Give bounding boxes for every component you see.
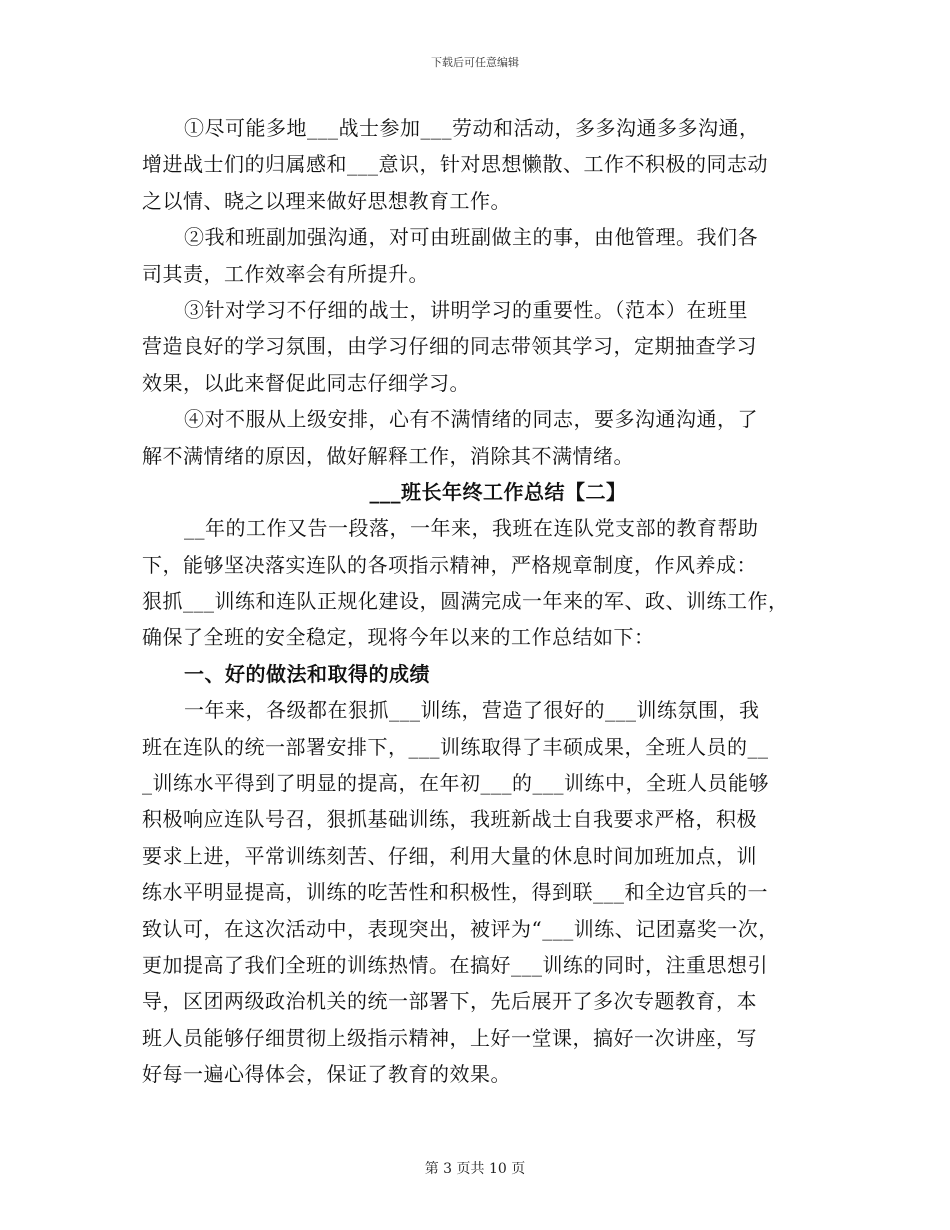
- paragraph-line: 一年来，各级都在狠抓___训练，营造了很好的___训练氛围，我: [184, 698, 760, 723]
- paragraph-line: 积极响应连队号召，狠抓基础训练，我班新战士自我要求严格，积极: [142, 807, 757, 832]
- paragraph-line: 效果，以此来督促此同志仔细学习。: [142, 370, 470, 395]
- paragraph-line: ④对不服从上级安排，心有不满情绪的同志，要多沟通沟通，了: [184, 407, 758, 432]
- paragraph-line: 导，区团两级政治机关的统一部署下，先后展开了多次专题教育，本: [142, 989, 757, 1014]
- section-title: ___班长年终工作总结【二】: [369, 479, 627, 504]
- page-header: 下载后可任意编辑: [431, 56, 519, 69]
- paragraph-line: 营造良好的学习氛围，由学习仔细的同志带领其学习，定期抽查学习: [142, 334, 757, 359]
- paragraph-line: 致认可，在这次活动中，表现突出，被评为“___训练、记团嘉奖一次，: [142, 916, 779, 941]
- page-footer: 第 3 页共 10 页: [424, 1161, 526, 1177]
- paragraph-line: 班人员能够仔细贯彻上级指示精神，上好一堂课，搞好一次讲座，写: [142, 1025, 757, 1050]
- paragraph-line: 练水平明显提高，训练的吃苦性和积极性，得到联___和全边官兵的一: [142, 880, 768, 905]
- subsection-heading: 一、好的做法和取得的成绩: [184, 661, 430, 686]
- paragraph-line: _训练水平得到了明显的提高，在年初___的___训练中，全班人员能够: [142, 771, 769, 796]
- paragraph-line: ③针对学习不仔细的战士，讲明学习的重要性。（范本）在班里: [184, 297, 748, 322]
- paragraph-line: 司其责，工作效率会有所提升。: [142, 261, 429, 286]
- paragraph-line: 更加提高了我们全班的训练热情。在搞好___训练的同时，注重思想引: [142, 952, 768, 977]
- document-body: [142, 110, 814, 1093]
- paragraph-line: __年的工作又告一段落，一年来，我班在连队党支部的教育帮助: [184, 516, 759, 541]
- paragraph-line: 狠抓___训练和连队正规化建设，圆满完成一年来的军、政、训练工作，: [142, 589, 789, 614]
- paragraph-line: 增进战士们的归属感和___意识，针对思想懒散、工作不积极的同志动: [142, 152, 768, 177]
- paragraph-line: 好每一遍心得体会，保证了教育的效果。: [142, 1062, 511, 1087]
- paragraph-line: 之以情、晓之以理来做好思想教育工作。: [142, 188, 511, 213]
- paragraph-line: 班在连队的统一部署安排下，___训练取得了丰硕成果，全班人员的__: [142, 734, 769, 759]
- paragraph-line: 要求上进，平常训练刻苦、仔细，利用大量的休息时间加班加点，训: [142, 843, 757, 868]
- paragraph-line: 确保了全班的安全稳定，现将今年以来的工作总结如下：: [142, 625, 655, 650]
- paragraph-line: 下，能够坚决落实连队的各项指示精神，严格规章制度，作风养成：: [142, 552, 757, 577]
- paragraph-line: 解不满情绪的原因，做好解释工作，消除其不满情绪。: [142, 443, 634, 468]
- paragraph-line: ②我和班副加强沟通，对可由班副做主的事，由他管理。我们各: [184, 225, 758, 250]
- paragraph-line: ①尽可能多地___战士参加___劳动和活动，多多沟通多多沟通，: [184, 116, 760, 140]
